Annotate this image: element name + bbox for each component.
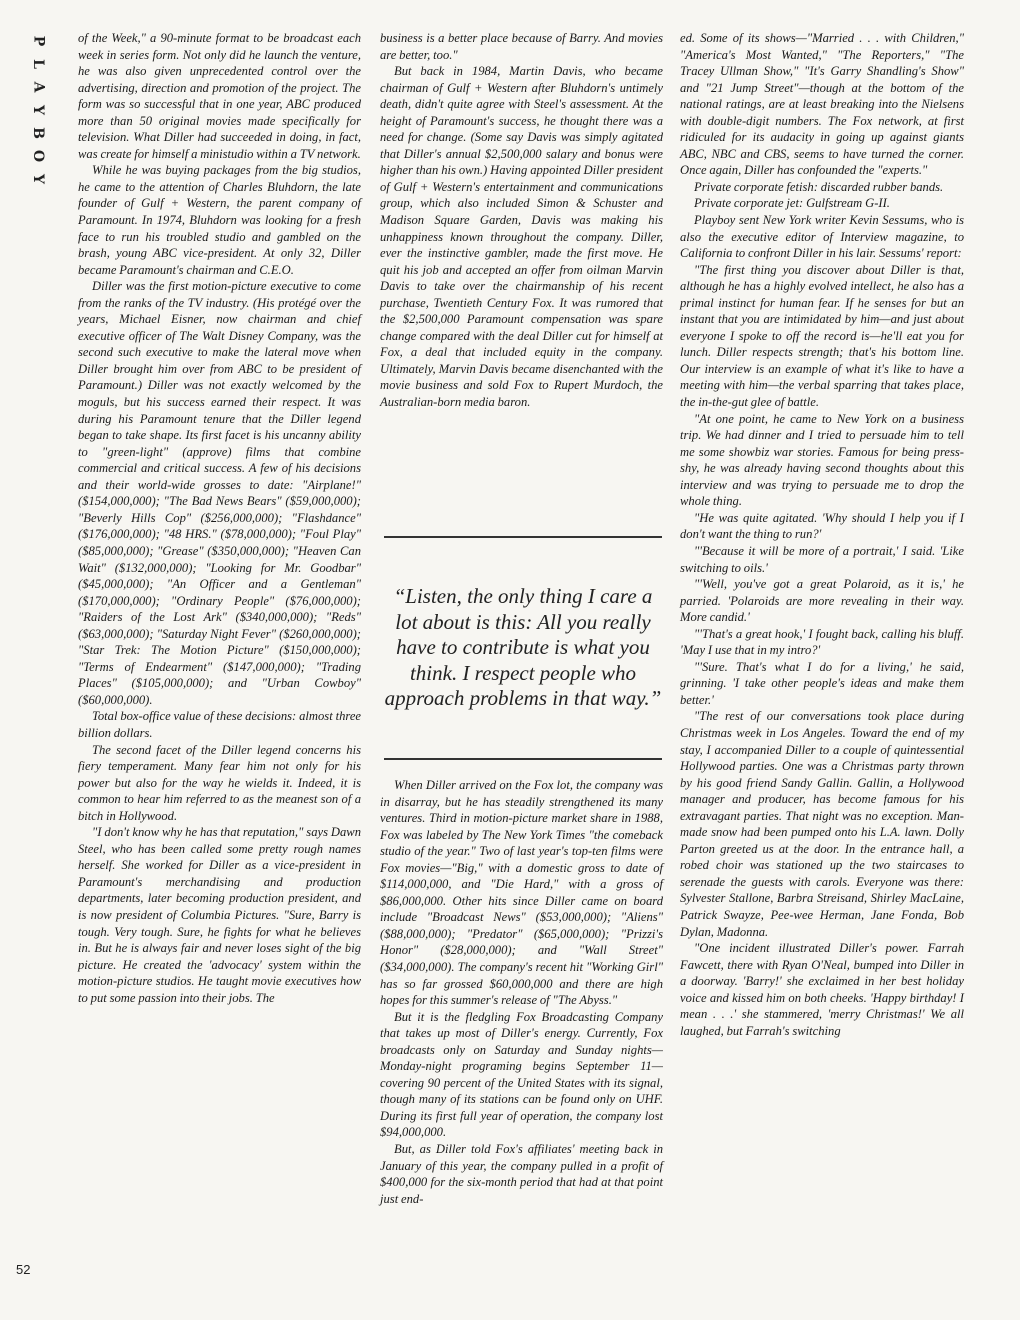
paragraph: Private corporate jet: Gulfstream G-II.	[694, 196, 890, 211]
margin-letter: A	[30, 81, 46, 93]
paragraph: When Diller arrived on the Fox lot, the company was in disarray, but he has steadily strengthened its many ventures. Third in motion-picture market share in 1988, Fox was labeled by The New York Times "the comeback studio of the year." Two of last year's top-ten films were Fox movies—"Big," with a domestic gross to date of $114,000,000, and "Die Hard," with a gross of $86,000,000. Other hits since Diller came on board include "Broadcast News" ($53,000,000); "Aliens" ($88,000,000); "Predator" ($65,000,000); "Prizzi's Honor" ($28,000,000); and "Wall Street" ($34,000,000). The company's recent hit "Working Girl" has so far grossed $60,000,000 and there are high hopes for this summer's release of "The Abyss."	[380, 778, 663, 1008]
paragraph: Playboy sent New York writer Kevin Sessums, who is also the executive editor of Interview magazine, to California to confront Diller in his lair. Sessums' report:	[680, 213, 964, 261]
paragraph: The second facet of the Diller legend concerns his fiery temperament. Many fear him not only for his power but also for the way he wields it. Indeed, it is common to hear him referred to as the meanest son of a bitch in Hollywood.	[78, 742, 361, 823]
text-column-2-top	[380, 30, 663, 411]
paragraph: But, as Diller told Fox's affiliates' meeting back in January of this year, the company pulled in a profit of $400,000 for the six-month period that had at that point just end-	[380, 1142, 663, 1206]
margin-letter: Y	[30, 174, 46, 184]
paragraph: "I don't know why he has that reputation," says Dawn Steel, who has been called some pretty rough names herself. She worked for Diller as a vice-president in Paramount's merchandising and production departments, later becoming production president, and is now president of Columbia Pictures. "Sure, Barry is tough. Very tough. Sure, he fights for what he believes in. But he is always fair and never loses sight of the big picture. He created the 'advocacy' system within the motion-picture studios. He taught movie executives how to put some passion into their jobs. The	[78, 825, 361, 1005]
paragraph: "The first thing you discover about Diller is that, although he has a highly evolved intellect, he also has a primal instinct for human fear. If he senses for but an instant that you are intimidated by him—and just about everyone I spoke to off the record is—he'll eat you for lunch. Diller respects strength; that's his bottom line. Our interview is an example of what it's like to have a meeting with him—the verbal sparring that takes place, the in-the-gut glee of battle.	[680, 262, 964, 410]
paragraph: But back in 1984, Martin Davis, who became chairman of Gulf + Western after Bluhdorn's untimely death, didn't quite agree with Steel's assessment. At the height of Paramount's success, he thought there was a need for change. (Some say Davis was simply agitated that Diller's annual $2,500,000 salary and bonus were higher than his own.) Having appointed Diller president of Gulf + Western's entertainment and communications group, which also included Simon & Schuster and Madison Square Garden, Davis was making his unhappiness known throughout the company. Diller, ever the instinctive gambler, made the first move. He quit his job and accepted an offer from oilman Marvin Davis to take over the chairmanship of his recent purchase, Twentieth Century Fox. It was rumored that the $2,500,000 Paramount compensation was spare change compared with the deal Diller cut for himself at Fox, a deal that included equity in the company. Ultimately, Marvin Davis became disenchanted with the movie business and sold Fox to Rupert Murdoch, the Australian-born media baron.	[380, 64, 663, 410]
page-number: 52	[16, 1262, 31, 1277]
paragraph: While he was buying packages from the big studios, he came to the attention of Charles Bluhdorn, the late founder of Gulf + Western, the parent company of Paramount. In 1974, Bluhdorn was looking for a fresh face to run his troubled studio and gambled on the brash, young ABC vice-president. At only 32, Diller became Paramount's chairman and C.E.O.	[78, 163, 361, 277]
margin-letter: O	[29, 149, 46, 163]
margin-letter: Y	[30, 105, 46, 115]
text-column-1	[78, 30, 361, 1006]
paragraph: "'Because it will be more of a portrait,' I said. 'Like switching to oils.'	[680, 543, 964, 575]
paragraph: Diller was the first motion-picture executive to come from the ranks of the TV industry. (His protégé over the years, Michael Eisner, now chairman and chief executive officer of The Walt Disney Company, was the second such executive to make the lateral move when Diller brought him over from ABC to be president of Paramount.) Diller was not exactly welcomed by the moguls, but his success earned their respect. It was during his Paramount tenure that the Diller legend began to take shape. Its first facet is his uncanny ability to "green-light" (approve) films that combine commercial and critical success. A few of his decisions and their world-wide grosses to date: "Airplane!" ($154,000,000); "The Bad News Bears" ($59,000,000); "Beverly Hills Cop" ($256,000,000); "Flashdance" ($176,000,000); "48 HRS." ($78,000,000); "Foul Play" ($85,000,000); "Grease" ($350,000,000); "Heaven Can Wait" ($132,000,000); "Looking for Mr. Goodbar" ($45,000,000); "An Officer and a Gentleman" ($170,000,000); "Ordinary People" ($76,000,000); "Raiders of the Lost Ark" ($340,000,000); "Reds" ($63,000,000); "Saturday Night Fever" ($260,000,000); "Star Trek: The Motion Picture" ($150,000,000); "Terms of Endearment" ($147,000,000); "Trading Places" ($105,000,000); and "Urban Cowboy" ($60,000,000).	[78, 279, 361, 707]
paragraph: business is a better place because of Barry. And movies are better, too."	[380, 31, 663, 62]
paragraph: But it is the fledgling Fox Broadcasting Company that takes up most of Diller's energy. Currently, Fox broadcasts only on Saturday and Sunday nights—Monday-night programing begins September 11—covering 90 percent of the United States with its signal, though many of its stations can be found only on UHF. During its first full year of operation, the company lost $94,000,000.	[380, 1009, 663, 1140]
text-column-2-bottom	[380, 777, 663, 1207]
paragraph: "At one point, he came to New York on a business trip. We had dinner and I tried to persuade him to tell me some showbiz war stories. Famous for being press-shy, he was already having second thoughts about this interview and was trying to persuade me to drop the whole thing.	[680, 411, 964, 509]
margin-letter: P	[30, 35, 46, 47]
text-column-3	[680, 30, 964, 1039]
margin-letter: L	[30, 59, 46, 69]
paragraph: Total box-office value of these decisions: almost three billion dollars.	[78, 709, 361, 740]
paragraph: "The rest of our conversations took place during Christmas week in Los Angeles. Toward the end of my stay, I accompanied Diller to a couple of quintessential Hollywood parties. One was a Christmas party thrown by his good friend Sandy Gallin. Gallin, a Hollywood manager and producer, has become famous for his extravagant parties. That night was no exception. Man-made snow had been pumped onto his L.A. lawn. Dolly Parton greeted us at the door. In the entrance hall, a robed choir was stationed up the two staircases to serenade the guests with carols. Everyone was there: Sylvester Stallone, Barbra Streisand, Shirley MacLaine, Patrick Swayze, Pee-wee Herman, Jane Fonda, Bob Dylan, Madonna.	[680, 709, 964, 939]
paragraph: "'Sure. That's what I do for a living,' he said, grinning. 'I take other people's ideas and make them better.'	[680, 659, 964, 707]
pull-quote-text: “Listen, the only thing I care a lot about is this: All you really have to contribute is what you think. I respect people who approach problems in that way.”	[384, 584, 662, 711]
margin-letter: B	[30, 127, 46, 139]
paragraph: "'That's a great hook,' I fought back, calling his bluff. 'May I use that in my intro?'	[680, 626, 964, 658]
magazine-name-vertical	[30, 34, 46, 186]
paragraph: "'Well, you've got a great Polaroid, as it is,' he parried. 'Polaroids are more revealing in their way. More candid.'	[680, 577, 964, 625]
paragraph: ed. Some of its shows—"Married . . . with Children," "America's Most Wanted," "The Reporters," "The Tracey Ullman Show," "It's Garry Shandling's Show" and "21 Jump Street"—though at the bottom of the national ratings, are at least breaking into the Nielsens with double-digit numbers. The Fox network, at first ridiculed for its audacity in going up against giants ABC, NBC and CBS, seems to have turned the corner. Once again, Diller has confounded the "experts."	[680, 31, 964, 178]
paragraph: "One incident illustrated Diller's power. Farrah Fawcett, there with Ryan O'Neal, bumped into Diller in a doorway. 'Barry!' she exclaimed in her best holiday voice and kissed him on both cheeks. 'Happy birthday! I mean . . .' she stammered, 'merry Christmas!' We all laughed, but Farrah's switching	[680, 941, 964, 1038]
paragraph: "He was quite agitated. 'Why should I help you if I don't want the thing to run?'	[680, 510, 964, 542]
paragraph: of the Week," a 90-minute format to be broadcast each week in series form. Not only did he launch the venture, he was also given unprecedented control over the advertising, direction and promotion of the project. The form was so successful that in one year, ABC produced more than 50 original movies made specifically for television. What Diller had succeeded in doing, in fact, was create for himself a ministudio within a TV network.	[78, 31, 361, 161]
pull-quote-box	[384, 536, 662, 760]
paragraph: Private corporate fetish: discarded rubber bands.	[694, 179, 944, 194]
